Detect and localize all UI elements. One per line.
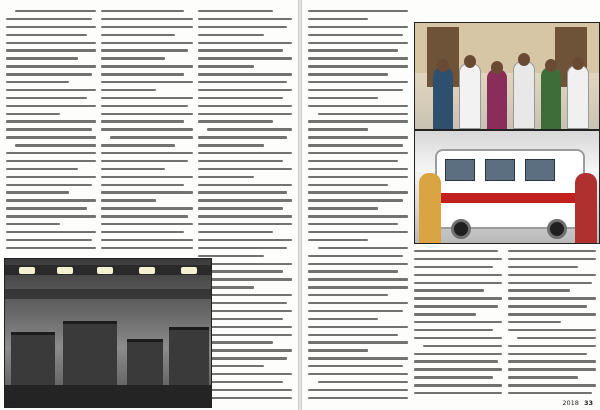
text-line	[101, 239, 193, 241]
text-line	[6, 176, 96, 178]
text-line	[101, 34, 175, 36]
text-line	[101, 215, 188, 217]
text-line	[101, 120, 184, 122]
text-line	[198, 176, 254, 178]
text-line	[6, 81, 69, 83]
text-line	[6, 152, 96, 154]
text-line	[198, 136, 287, 138]
text-line	[101, 65, 193, 67]
text-line	[308, 223, 398, 225]
text-line	[207, 263, 292, 265]
text-column	[414, 250, 502, 405]
text-line	[6, 168, 78, 170]
text-line	[198, 278, 292, 280]
text-line	[508, 368, 596, 370]
text-line	[6, 105, 96, 107]
text-line	[6, 57, 78, 59]
text-line	[198, 120, 273, 122]
text-line	[6, 97, 87, 99]
text-line	[198, 326, 292, 328]
text-line	[101, 97, 193, 99]
text-line	[198, 207, 283, 209]
text-line	[517, 337, 596, 339]
text-line	[110, 136, 193, 138]
text-column	[6, 10, 96, 255]
text-line	[198, 255, 264, 257]
text-line	[101, 207, 193, 209]
text-line	[198, 42, 292, 44]
right-page	[302, 0, 600, 410]
text-column	[508, 250, 596, 405]
text-line	[308, 26, 408, 28]
text-line	[198, 57, 292, 59]
text-line	[6, 199, 96, 201]
text-line	[508, 289, 570, 291]
text-line	[414, 368, 502, 370]
text-line	[6, 89, 96, 91]
text-line	[15, 144, 96, 146]
text-line	[15, 10, 96, 12]
text-line	[198, 26, 287, 28]
text-line	[101, 144, 175, 146]
text-line	[308, 105, 408, 107]
text-line	[308, 286, 408, 288]
text-line	[101, 247, 193, 249]
text-line	[101, 231, 184, 233]
text-line	[414, 250, 498, 252]
text-line	[6, 26, 96, 28]
text-line	[6, 184, 92, 186]
text-line	[198, 294, 292, 296]
text-line	[101, 191, 193, 193]
text-line	[6, 239, 92, 241]
text-line	[6, 231, 96, 233]
text-line	[308, 302, 408, 304]
text-line	[198, 10, 273, 12]
text-line	[101, 57, 165, 59]
text-line	[101, 128, 193, 130]
page-footer	[306, 398, 596, 408]
text-line	[508, 360, 596, 362]
text-line	[198, 105, 292, 107]
text-line	[198, 199, 292, 201]
left-page	[0, 0, 298, 410]
text-column	[198, 10, 292, 405]
text-line	[508, 392, 592, 394]
text-line	[198, 152, 292, 154]
text-line	[101, 18, 193, 20]
text-line	[308, 215, 408, 217]
group-photo	[414, 22, 600, 130]
text-line	[308, 389, 408, 391]
text-line	[308, 255, 403, 257]
text-line	[508, 384, 596, 386]
text-line	[308, 278, 408, 280]
text-line	[414, 384, 502, 386]
text-line	[198, 184, 292, 186]
text-line	[414, 305, 498, 307]
text-line	[308, 365, 403, 367]
text-line	[6, 160, 96, 162]
text-column	[308, 10, 408, 405]
text-line	[101, 168, 165, 170]
text-line	[198, 34, 264, 36]
text-line	[508, 282, 592, 284]
text-line	[508, 321, 561, 323]
text-line	[414, 282, 502, 284]
text-line	[308, 168, 408, 170]
text-line	[308, 270, 398, 272]
text-line	[414, 329, 493, 331]
page-footer	[4, 398, 294, 408]
text-line	[198, 168, 292, 170]
text-line	[414, 321, 502, 323]
text-line	[6, 42, 96, 44]
text-line	[6, 120, 96, 122]
text-line	[308, 207, 378, 209]
text-line	[414, 297, 502, 299]
text-line	[6, 223, 60, 225]
text-line	[308, 341, 408, 343]
page-number: 32	[7, 399, 17, 407]
text-line	[508, 345, 596, 347]
text-line	[198, 334, 292, 336]
text-line	[308, 373, 408, 375]
text-line	[308, 81, 408, 83]
text-line	[308, 334, 398, 336]
text-line	[207, 128, 292, 130]
text-line	[198, 144, 264, 146]
text-line	[508, 305, 587, 307]
text-line	[308, 184, 388, 186]
text-line	[414, 360, 498, 362]
text-line	[308, 160, 398, 162]
text-line	[308, 152, 408, 154]
text-line	[318, 247, 408, 249]
text-line	[198, 239, 292, 241]
text-line	[6, 191, 69, 193]
text-line	[6, 207, 87, 209]
text-line	[198, 65, 254, 67]
text-line	[308, 326, 408, 328]
text-line	[308, 18, 368, 20]
text-line	[308, 231, 408, 233]
text-line	[198, 97, 283, 99]
text-line	[308, 73, 388, 75]
text-line	[198, 73, 292, 75]
text-line	[508, 274, 596, 276]
text-line	[308, 263, 408, 265]
text-line	[308, 89, 403, 91]
text-line	[308, 144, 403, 146]
text-line	[6, 65, 96, 67]
text-line	[198, 160, 283, 162]
text-line	[308, 136, 408, 138]
text-line	[308, 318, 378, 320]
text-line	[6, 73, 92, 75]
text-line	[6, 136, 96, 138]
text-line	[101, 81, 193, 83]
text-line	[508, 297, 596, 299]
ambulance-photo	[414, 130, 600, 244]
text-line	[308, 199, 403, 201]
text-line	[308, 10, 408, 12]
text-line	[101, 113, 193, 115]
text-line	[308, 120, 408, 122]
text-line	[508, 353, 587, 355]
text-line	[308, 176, 408, 178]
text-line	[101, 223, 193, 225]
text-line	[414, 353, 502, 355]
text-line	[6, 128, 92, 130]
text-line	[308, 49, 398, 51]
text-line	[414, 274, 502, 276]
text-line	[198, 191, 287, 193]
text-line	[308, 128, 368, 130]
text-line	[308, 57, 408, 59]
text-line	[414, 376, 493, 378]
text-line	[318, 381, 408, 383]
text-line	[6, 18, 92, 20]
publication-date: 2018	[562, 399, 579, 407]
text-line	[198, 349, 292, 351]
text-line	[414, 289, 484, 291]
text-line	[198, 389, 292, 391]
text-line	[308, 34, 403, 36]
text-line	[6, 49, 96, 51]
text-line	[414, 337, 502, 339]
text-line	[508, 266, 578, 268]
factory-floor-photo	[4, 258, 212, 408]
text-line	[308, 294, 388, 296]
text-line	[101, 89, 156, 91]
text-line	[101, 176, 193, 178]
text-line	[414, 266, 493, 268]
text-line	[6, 113, 60, 115]
text-line	[508, 313, 596, 315]
text-line	[198, 215, 292, 217]
text-line	[6, 247, 96, 249]
text-line	[101, 199, 156, 201]
text-line	[101, 42, 193, 44]
text-line	[308, 65, 408, 67]
text-line	[198, 247, 287, 249]
text-line	[198, 310, 292, 312]
text-line	[198, 231, 273, 233]
text-line	[198, 89, 292, 91]
text-line	[101, 73, 184, 75]
text-line	[414, 258, 502, 260]
text-line	[198, 81, 287, 83]
text-line	[101, 49, 188, 51]
text-line	[414, 313, 476, 315]
text-line	[6, 34, 87, 36]
text-line	[101, 152, 193, 154]
text-line	[508, 329, 596, 331]
text-line	[308, 42, 408, 44]
text-line	[198, 18, 292, 20]
text-line	[308, 239, 368, 241]
text-line	[508, 258, 596, 260]
text-line	[6, 215, 96, 217]
text-line	[198, 113, 292, 115]
text-line	[198, 49, 283, 51]
text-line	[101, 184, 184, 186]
text-line	[308, 97, 378, 99]
page-number: 33	[583, 399, 593, 407]
text-line	[101, 10, 184, 12]
text-line	[101, 26, 193, 28]
text-line	[308, 349, 368, 351]
text-line	[423, 345, 502, 347]
text-line	[198, 223, 292, 225]
text-line	[308, 191, 408, 193]
text-line	[101, 160, 188, 162]
text-line	[198, 373, 292, 375]
text-line	[101, 105, 188, 107]
text-line	[508, 250, 596, 252]
text-line	[318, 113, 408, 115]
text-column	[101, 10, 193, 255]
text-line	[308, 310, 403, 312]
text-line	[414, 392, 502, 394]
text-line	[508, 376, 578, 378]
text-line	[308, 357, 408, 359]
